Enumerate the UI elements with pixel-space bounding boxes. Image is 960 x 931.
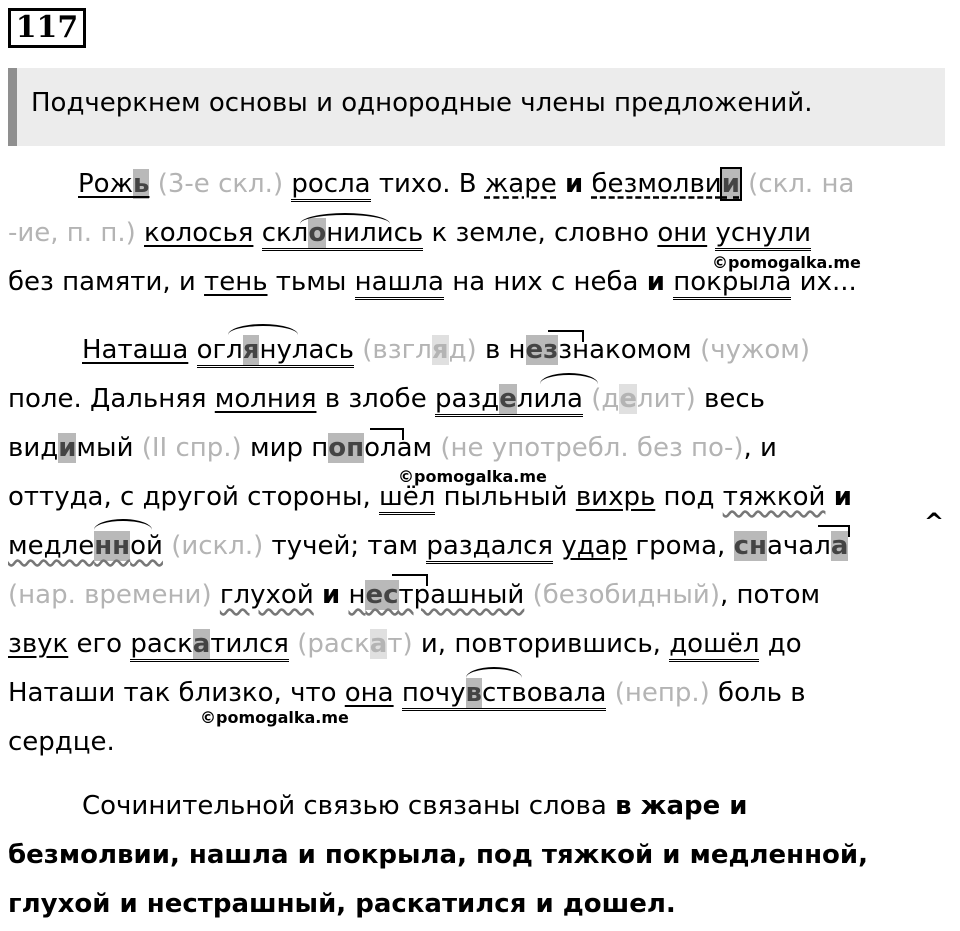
homogeneous: медленной [8,531,163,561]
root-arc [300,213,390,235]
hint: -ие, п. п.) [8,218,136,248]
watermark: ©pomogalka.me [200,708,349,727]
hint: (не употребл. без по-) [440,433,744,463]
prefix-mark [370,428,404,440]
hint: (безобидный) [532,580,720,610]
watermark: ©pomogalka.me [712,253,861,272]
p1-line-2: -ие, п. п.) колосья склонились к земле, словно они уснули [8,209,952,258]
predicate: росла [291,169,370,202]
homogeneous: безмолвии [591,169,740,199]
homogeneous: жаре [484,169,557,199]
answer-line-3: глухой и нестрашный, раскатился и дошел. [8,889,676,919]
predicate: разделила [435,384,583,417]
task-box [8,68,945,146]
hint: (искл.) [171,531,264,561]
watermark: ©pomogalka.me [398,467,547,486]
task-text: Подчеркнем основы и однородные члены предложений. [31,88,813,118]
p2-line-2: поле. Дальняя молния в злобе разделила (делит) весь [8,375,952,424]
p2-line-9: сердце. [8,727,115,757]
hint: (чужом) [700,335,811,365]
hint: (раскат) [297,629,413,659]
predicate: оглянулась [197,335,354,368]
predicate: раскатился [130,629,289,662]
exercise-number: 117 [8,8,86,48]
word: Рожь [78,169,150,199]
answer [8,782,952,929]
hint: (II спр.) [141,433,242,463]
p1-line-3: без памяти, и тень тьмы нашла на них с неба и покрыла их... [8,258,952,307]
hint: (нар. времени) [8,580,212,610]
hint: (взгляд) [362,335,477,365]
predicate: склонились [262,218,424,251]
p2-line-3: видимый (II спр.) мир пополам (не употребл. без по-), и [8,433,777,463]
ending-mark: ^ [924,508,945,536]
p2-line-5: медленной (искл.) тучей; там раздался удар грома, сначала [8,522,952,571]
answer-line-2: безмолвии, нашла и покрыла, под тяжкой и медленной, [8,840,869,870]
p2-line-1: Наташа оглянулась (взгляд) в неззнакомом (чужом) [8,326,952,375]
hint: (делит) [591,384,696,414]
p2-line-4: оттуда, с другой стороны, шёл пыльный вихрь под тяжкой и [8,473,952,522]
hint: (3-е скл.) [157,169,284,199]
p2-line-6: (нар. времени) глухой и нестрашный (безобидный), потом [8,580,821,610]
p1-line-1: Рожь (3-е скл.) росла тихо. В жаре и безмолвии (скл. на [8,160,952,209]
hint: (скл. на [748,169,855,199]
homogeneous: нестрашный [348,580,525,610]
hint: (непр.) [614,678,710,708]
answer-line-1: Сочинительной связью связаны слова в жаре и [82,791,748,821]
predicate: почувствовала [402,678,607,711]
p2-line-7: звук его раскатился (раскат) и, повторившись, дошёл до [8,620,952,669]
p2-line-8: Наташи так близко, что она почувствовала (непр.) боль в [8,669,952,718]
